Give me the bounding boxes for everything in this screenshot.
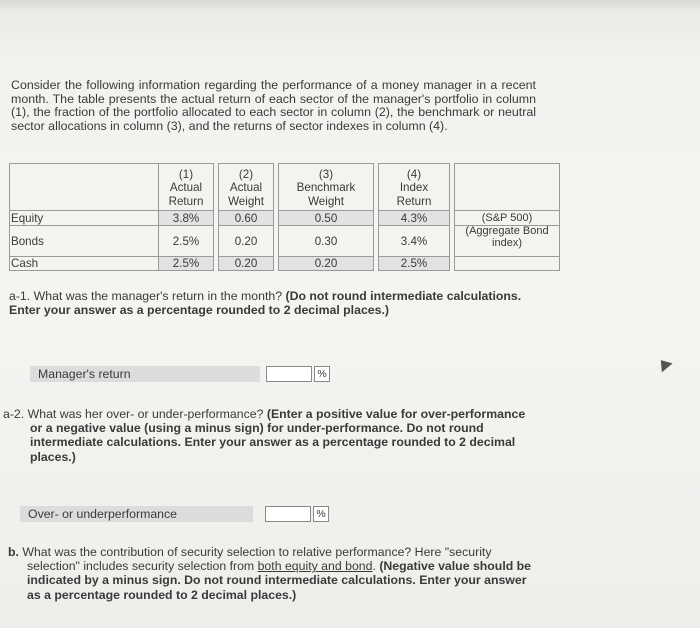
- header-col-3: [279, 164, 374, 211]
- index-return-cell: 2.5%: [379, 257, 450, 271]
- percent-unit: %: [314, 366, 330, 382]
- percent-unit: %: [313, 506, 329, 522]
- performance-table: [9, 163, 560, 271]
- index-note-cell: (S&P 500): [455, 211, 560, 226]
- header-col-1-line-2: Actual: [169, 181, 203, 194]
- header-col-2-line-1: (2): [238, 167, 254, 181]
- question-a2-prefix: a-2.: [3, 407, 25, 421]
- question-a2-text: What was her over- or under-performance?: [27, 407, 264, 421]
- table-row: [10, 226, 560, 257]
- page-top-edge: [0, 0, 700, 12]
- question-b-prefix: b.: [8, 545, 19, 559]
- question-a1: [9, 289, 534, 317]
- benchmark-weight-cell: 0.50: [279, 211, 374, 226]
- actual-return-cell: 3.8%: [159, 211, 214, 226]
- table-row: [10, 257, 560, 271]
- actual-return-cell: 2.5%: [159, 226, 214, 257]
- header-col-3-line-3: Weight: [308, 194, 344, 208]
- question-b-text: What was the contribution of security selection to relative performance? Here "security selection" includes security selection from: [22, 545, 492, 574]
- problem-intro: Consider the following information regarding the performance of a money manager in a recent month. The table presents the actual return of each sector of the manager's portfolio in column (1), the fraction of the portfolio allocated to each sector in column (2), the benchmark or neutral sector allocations in column (3), and the returns of sector indexes in column (4).: [11, 78, 536, 133]
- row-label: Cash: [10, 257, 159, 271]
- question-a1-prefix: a-1.: [9, 289, 31, 303]
- question-a1-text: What was the manager's return in the month?: [33, 289, 283, 303]
- index-return-cell: 4.3%: [379, 211, 450, 226]
- header-col-4-line-2: Index: [399, 181, 429, 194]
- index-return-cell: 3.4%: [379, 226, 450, 257]
- header-col-2-line-3: Weight: [228, 194, 264, 208]
- question-b-underlined: both equity and bond: [257, 559, 373, 574]
- over-under-input[interactable]: [265, 506, 311, 522]
- header-col-4-line-3: Return: [396, 194, 432, 208]
- row-label: Bonds: [10, 226, 159, 257]
- table-header-row: [10, 164, 560, 211]
- header-col-1: [159, 164, 214, 211]
- question-a2: [3, 407, 536, 464]
- table-row: [10, 211, 560, 226]
- benchmark-weight-cell: 0.20: [279, 257, 374, 271]
- actual-weight-cell: 0.20: [219, 226, 274, 257]
- header-col-4-line-1: (4): [406, 167, 422, 181]
- question-a2-instructions: (Enter a positive value for over-performance or a negative value (using a minus sign) for under-performance. Do not round intermediate calculations. Enter your answer as a percentage rounded to 2 decimal places.): [30, 407, 526, 464]
- header-notes-cell: [455, 164, 560, 211]
- managers-return-input[interactable]: [266, 366, 312, 382]
- header-col-3-line-2: Benchmark: [296, 181, 356, 194]
- header-col-1-line-1: (1): [178, 167, 194, 181]
- over-under-label: Over- or underperformance: [20, 506, 253, 522]
- actual-return-cell: 2.5%: [159, 257, 214, 271]
- managers-return-label: Manager's return: [30, 366, 260, 382]
- question-b-text-end: .: [372, 559, 376, 574]
- actual-weight-cell: 0.20: [219, 257, 274, 271]
- row-label: Equity: [10, 211, 159, 226]
- header-col-3-line-1: (3): [318, 167, 334, 181]
- answer-row-managers-return: [30, 366, 340, 382]
- header-col-2: [219, 164, 274, 211]
- actual-weight-cell: 0.60: [219, 211, 274, 226]
- answer-row-over-under: [20, 506, 340, 522]
- benchmark-weight-cell: 0.30: [279, 226, 374, 257]
- header-col-4: [379, 164, 450, 211]
- index-note-cell: [455, 257, 560, 271]
- index-note-cell: (Aggregate Bond index): [455, 226, 560, 257]
- header-col-2-line-2: Actual: [229, 181, 263, 194]
- question-a1-instructions: (Do not round intermediate calculations. Enter your answer as a percentage rounded to 2 decimal places.): [9, 289, 522, 318]
- header-empty-cell: [10, 164, 159, 211]
- question-b: [8, 545, 538, 602]
- header-col-1-line-3: Return: [168, 194, 204, 208]
- question-b-instructions: (Negative value should be indicated by a minus sign. Do not round intermediate calculations. Enter your answer as a percentage rounded to 2 decimal places.): [27, 559, 532, 602]
